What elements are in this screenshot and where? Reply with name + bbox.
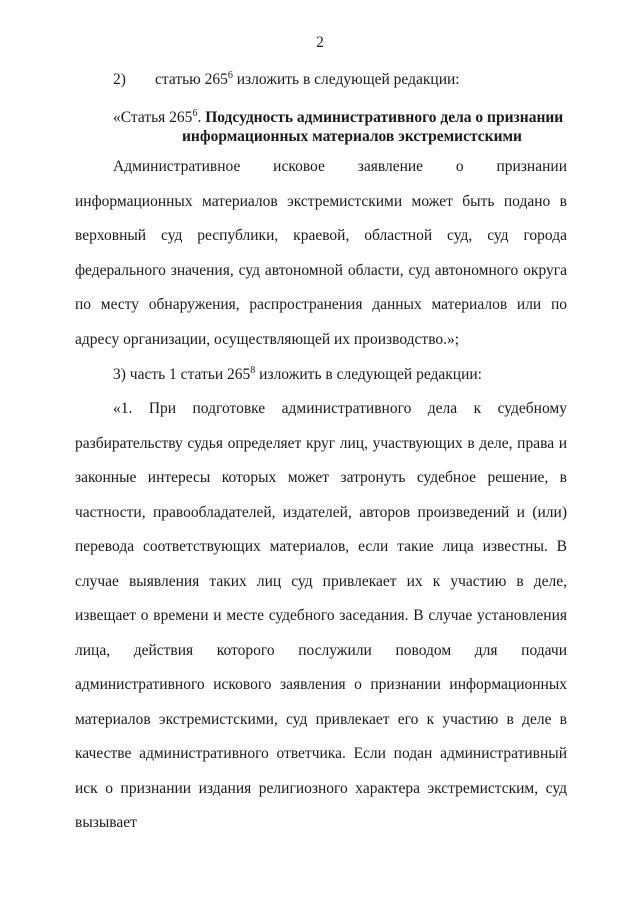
paragraph-2: [75, 392, 567, 841]
article-title-line-2: информационных материалов экстремистскими: [182, 128, 522, 145]
article-title-line-1: Подсудность административного дела о признании: [205, 109, 564, 126]
amendment-item-3: [75, 358, 567, 393]
item-3-text: [75, 358, 567, 393]
item-3-superscript: 8: [250, 365, 256, 376]
article-heading: [113, 108, 573, 146]
article-prefix: «Статья 265: [113, 109, 193, 126]
amendment-item-2: [113, 71, 460, 89]
article-dot: .: [197, 109, 206, 126]
paragraph-2-text: «1. При подготовке административного дела к судебному разбирательству судья определяет круг лиц, участвующих в деле, права и законные интересы которых может затронуть судебное решение, в частности, правообладателей, издателей, авторов произведений и (или) перевода соответствующих материалов, если такие лица известны. В случае выявления таких лиц суд привлекает их к участию в деле, извещает о времени и месте судебного заседания. В случае установления лица, действия которого послужили поводом для подачи административного искового заявления о признании информационных материалов экстремистскими, суд привлекает его к участию в деле в качестве административного ответчика. Если подан административный иск о признании издания религиозного характера экстремистским, суд вызывает: [75, 400, 567, 831]
item-text-end: изложить в следующей редакции:: [232, 71, 460, 88]
superscript: 6: [227, 70, 233, 81]
paragraph-1-text: Административное исковое заявление о признании информационных материалов экстремистскими может быть подано в верховный суд республики, краевой, областной суд, суд города федерального значения, суд автономной области, суд автономного округа по месту обнаружения, распространения данных материалов или по адресу организации, осуществляющей их производство.»;: [75, 158, 567, 348]
item-3-start: 3) часть 1 статьи 265: [113, 366, 251, 383]
page-number: 2: [316, 34, 324, 51]
item-3-end: изложить в следующей редакции:: [255, 366, 482, 383]
item-text-start: статью 265: [155, 71, 228, 88]
paragraph-1: [75, 150, 567, 357]
item-number: 2): [113, 71, 126, 88]
article-superscript: 6: [192, 108, 198, 119]
